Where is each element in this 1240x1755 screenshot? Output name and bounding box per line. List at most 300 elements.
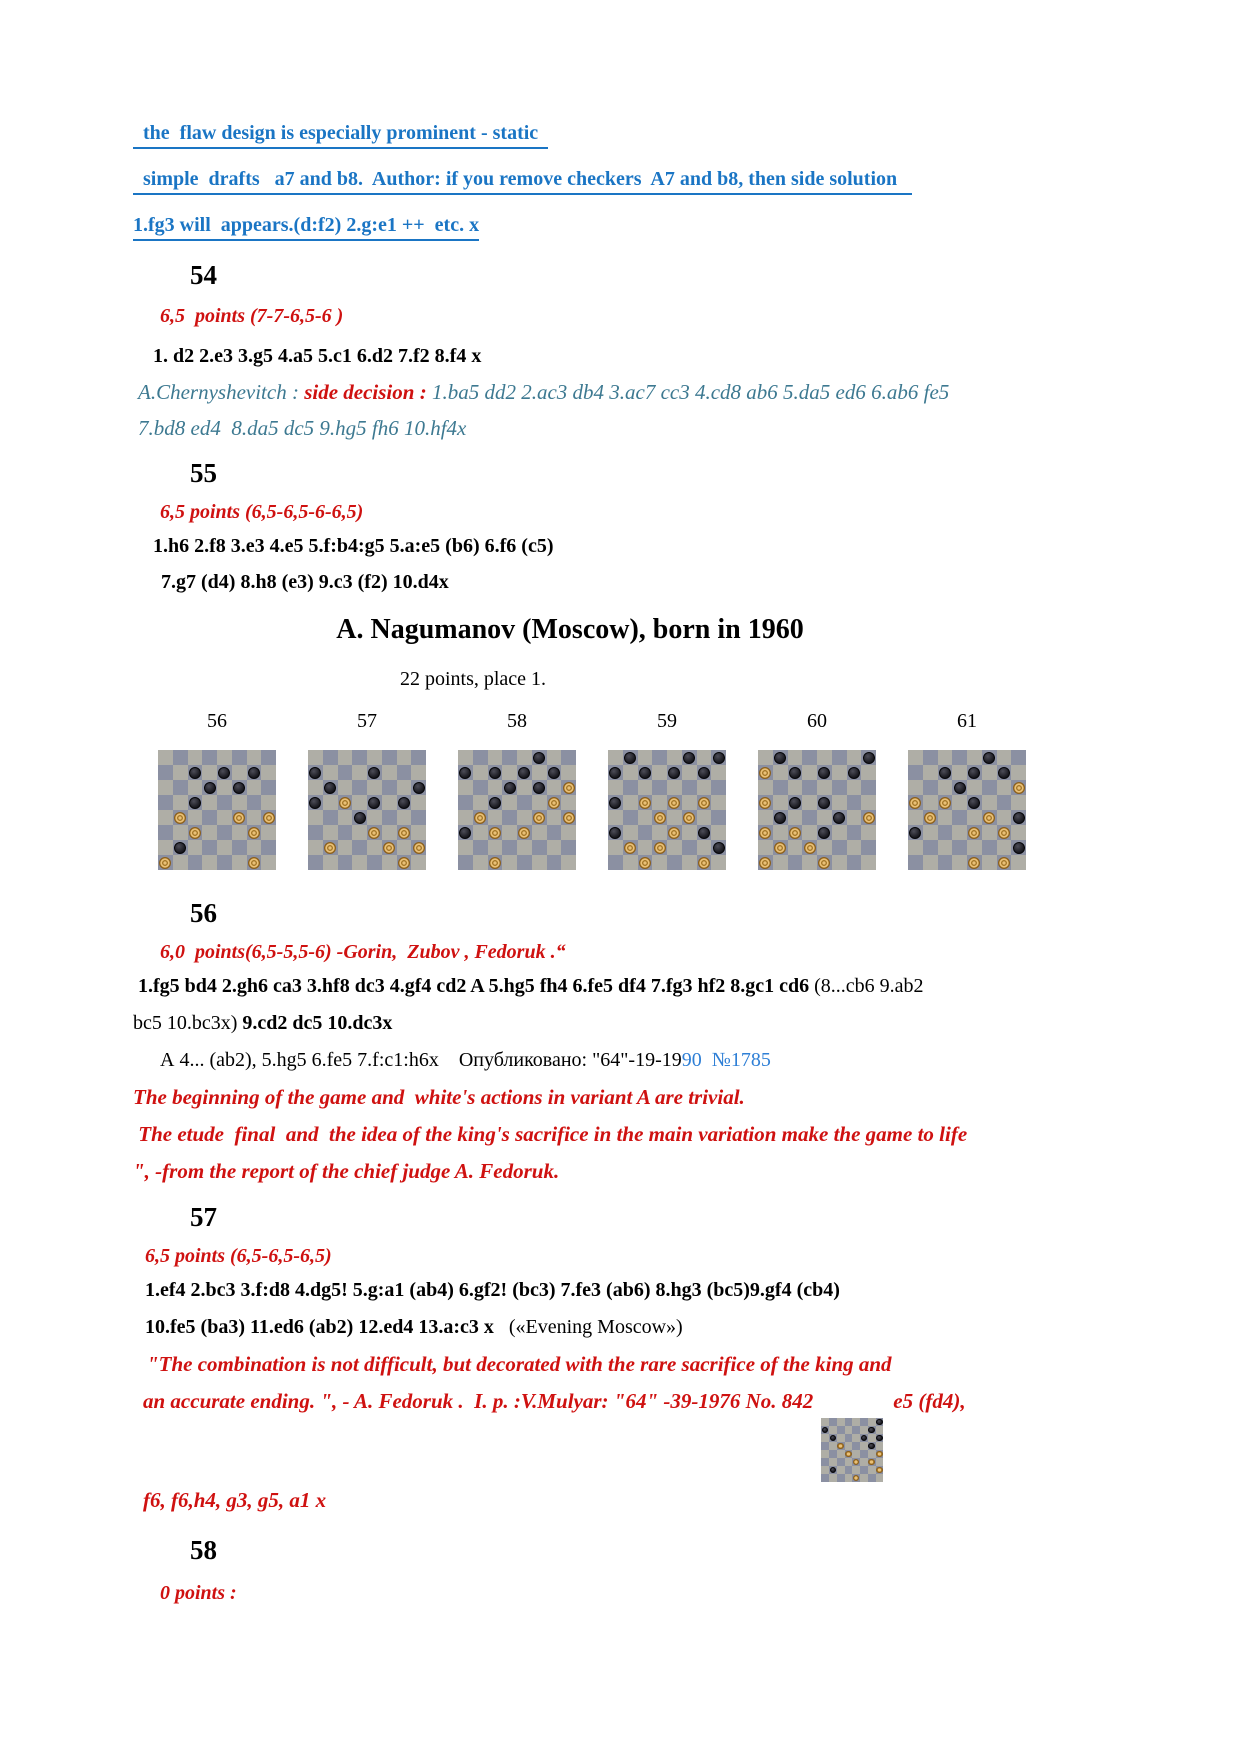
board-square [817,780,832,795]
board-square [397,810,412,825]
white-piece [398,827,410,839]
board-square [868,1442,876,1450]
board-square [821,1450,829,1458]
board-square [638,810,653,825]
board-square [382,795,397,810]
board-square [458,810,473,825]
board-square [308,825,323,840]
board-square [837,1474,845,1482]
board-square [832,810,847,825]
white-piece [939,797,951,809]
board-square [667,810,682,825]
board-square [623,795,638,810]
board-square [411,855,426,870]
board-square [367,855,382,870]
board-square [876,1418,884,1426]
black-piece [533,752,545,764]
board-square [952,780,967,795]
black-piece [368,797,380,809]
board-square [502,750,517,765]
white-piece [563,812,575,824]
problem-55-solution-line-1: 1.h6 2.f8 3.e3 4.e5 5.f:b4:g5 5.a:e5 (b6) 6.f6 (c5) [153,535,554,557]
board-square [682,780,697,795]
board-square [758,765,773,780]
problem-55-points: 6,5 points (6,5-6,5-6-6,5) [160,501,364,523]
problem-55 [133,456,1107,600]
board-square [682,810,697,825]
board-square [908,840,923,855]
board-square [832,855,847,870]
board-square [561,825,576,840]
problem-58-number: 58 [190,1535,217,1565]
board-square [232,780,247,795]
board-square [158,810,173,825]
board-square [247,795,262,810]
board-square [829,1418,837,1426]
white-piece [759,857,771,869]
white-piece [383,842,395,854]
board-square [697,795,712,810]
board-square [952,750,967,765]
white-piece [837,1443,844,1450]
black-piece [876,1435,883,1442]
problem-56-number: 56 [190,898,217,928]
board-square [638,765,653,780]
board-square [608,825,623,840]
board-square [352,825,367,840]
board-square [821,1442,829,1450]
board-square [773,810,788,825]
board-square [923,840,938,855]
board-square [308,765,323,780]
inline-checkers-board-842 [821,1418,883,1482]
board-square [758,780,773,795]
board-square [352,765,367,780]
black-piece [789,797,801,809]
problem-56-points: 6,0 points(6,5-5,5-6) -Gorin, Zubov , Fedoruk .“ [160,941,566,963]
solution-regular-part: bc5 10.bc3x) [133,1012,243,1034]
black-piece [876,1419,883,1426]
board-square [860,1426,868,1434]
board-square [323,840,338,855]
judge-comment-line-3: f6, f6,h4, g3, g5, a1 x [143,1488,327,1512]
board-square [682,765,697,780]
black-piece [818,797,830,809]
board-square [967,840,982,855]
problem-54-solution: 1. d2 2.e3 3.g5 4.a5 5.c1 6.d2 7.f2 8.f4 x [153,345,482,367]
board-square [158,765,173,780]
intro-line-2-text: simple drafts a7 and b8. Author: if you remove checkers A7 and b8, then side solution [133,166,912,195]
board-square [308,810,323,825]
black-piece [774,752,786,764]
board-square [967,780,982,795]
board-square [697,840,712,855]
board-square [367,765,382,780]
board-square [967,765,982,780]
board-square [608,795,623,810]
white-piece [789,827,801,839]
board-square [502,765,517,780]
black-piece [830,1467,837,1474]
white-piece [759,767,771,779]
board-square [938,855,953,870]
checkers-board-56 [158,750,276,870]
white-piece [983,812,995,824]
board-square [711,750,726,765]
board-square [473,795,488,810]
board-square [832,840,847,855]
board-square [532,750,547,765]
board-square [367,825,382,840]
comment-after-board: e5 (fd4), [893,1389,966,1413]
board-square [638,840,653,855]
board-square [860,1434,868,1442]
board-square [158,795,173,810]
black-piece [698,767,710,779]
black-piece [624,752,636,764]
board-square [908,855,923,870]
board-square [697,825,712,840]
board-square [938,840,953,855]
board-square [232,795,247,810]
board-square [623,840,638,855]
board-square [502,780,517,795]
black-piece [833,812,845,824]
black-piece [233,782,245,794]
board-square [861,810,876,825]
solution-bold-part: 9.cd2 dc5 10.dc3x [242,1012,393,1034]
diagram-labels-row [158,708,1107,734]
board-square [861,750,876,765]
white-piece [159,857,171,869]
board-square [323,780,338,795]
board-square [652,780,667,795]
board-square [652,750,667,765]
board-square [188,825,203,840]
board-square [202,840,217,855]
board-square [652,810,667,825]
board-square [861,825,876,840]
board-square [638,825,653,840]
intro-note [133,120,1107,241]
board-square [608,750,623,765]
board-square [217,855,232,870]
black-piece [309,797,321,809]
black-piece [968,767,980,779]
solution-bold-part: 10.fe5 (ba3) 11.ed6 (ab2) 12.ed4 13.a:c3 x [145,1316,494,1338]
problem-57 [133,1200,1107,1519]
intro-line-3 [133,212,1107,241]
board-square [247,810,262,825]
board-square [697,765,712,780]
board-square [397,840,412,855]
board-square [868,1474,876,1482]
checkers-board-60 [758,750,876,870]
board-square [502,795,517,810]
board-square [852,1458,860,1466]
judge-comment-line-3: ", -from the report of the chief judge A. Fedoruk. [133,1159,560,1183]
board-square [382,855,397,870]
white-piece [818,857,830,869]
board-square [338,795,353,810]
board-square [517,780,532,795]
white-piece [563,782,575,794]
solution-source: («Evening Moscow») [493,1316,683,1338]
board-square [982,750,997,765]
white-piece [174,812,186,824]
solution-bold-part: 1.fg5 bd4 2.gh6 ca3 3.hf8 dc3 4.gf4 cd2 A 5.hg5 fh4 6.fe5 df4 7.fg3 hf2 8.gc1 cd6 [138,975,815,997]
board-square [202,825,217,840]
board-square [667,825,682,840]
board-square [308,840,323,855]
board-square [997,840,1012,855]
board-square [217,810,232,825]
board-square [967,795,982,810]
board-square [323,825,338,840]
board-square [845,1418,853,1426]
white-piece [263,812,275,824]
diagram-label-61: 61 [957,710,977,732]
board-square [908,780,923,795]
white-piece [804,842,816,854]
black-piece [968,797,980,809]
board-square [982,855,997,870]
board-square [773,780,788,795]
white-piece [853,1459,860,1466]
black-piece [954,782,966,794]
board-square [697,780,712,795]
board-square [411,780,426,795]
black-piece [324,782,336,794]
board-square [547,795,562,810]
black-piece [683,752,695,764]
board-square [367,810,382,825]
board-square [923,855,938,870]
board-square [852,1434,860,1442]
board-square [1011,825,1026,840]
black-piece [368,767,380,779]
board-square [788,825,803,840]
board-square [173,750,188,765]
board-square [788,750,803,765]
board-square [247,765,262,780]
board-square [1011,765,1026,780]
diagram-boards-row [158,750,1107,870]
board-square [982,795,997,810]
board-square [967,855,982,870]
board-square [938,750,953,765]
board-square [323,810,338,825]
board-square [982,810,997,825]
board-square [829,1434,837,1442]
author-heading: A. Nagumanov (Moscow), born in 1960 [336,614,804,645]
board-square [261,765,276,780]
problem-57-number: 57 [190,1202,217,1232]
board-square [847,795,862,810]
board-square [547,780,562,795]
board-square [997,750,1012,765]
board-square [473,825,488,840]
board-square [952,825,967,840]
board-square [837,1442,845,1450]
board-square [817,765,832,780]
board-square [367,780,382,795]
board-square [188,750,203,765]
black-piece [998,767,1010,779]
judge-comment-line-1: The beginning of the game and white's actions in variant A are trivial. [133,1085,745,1109]
black-piece [548,767,560,779]
board-square [502,810,517,825]
board-square [821,1466,829,1474]
white-piece [668,827,680,839]
board-square [488,795,503,810]
board-square [411,765,426,780]
board-square [821,1426,829,1434]
board-square [682,750,697,765]
board-square [188,765,203,780]
board-square [923,750,938,765]
board-square [547,810,562,825]
board-square [652,855,667,870]
board-square [829,1474,837,1482]
board-square [473,855,488,870]
board-square [532,780,547,795]
board-square [458,750,473,765]
board-square [860,1450,868,1458]
board-square [323,795,338,810]
board-square [367,750,382,765]
board-square [232,825,247,840]
intro-line-1 [133,120,1107,149]
board-square [217,750,232,765]
board-square [868,1450,876,1458]
board-square [202,810,217,825]
board-square [502,825,517,840]
white-piece [774,842,786,854]
board-square [561,780,576,795]
white-piece [968,857,980,869]
board-square [173,765,188,780]
problem-54-analysis-line-1 [138,374,1107,410]
board-square [802,780,817,795]
board-square [788,855,803,870]
board-square [711,840,726,855]
board-square [847,840,862,855]
black-piece [609,797,621,809]
board-square [352,810,367,825]
judge-comment-line-2 [143,1383,1107,1482]
board-square [847,825,862,840]
board-square [308,750,323,765]
board-square [860,1418,868,1426]
board-square [788,765,803,780]
board-square [352,855,367,870]
board-square [876,1450,884,1458]
board-square [923,780,938,795]
white-piece [233,812,245,824]
board-square [261,825,276,840]
board-square [338,825,353,840]
board-square [837,1458,845,1466]
board-square [876,1442,884,1450]
white-piece [924,812,936,824]
board-square [367,840,382,855]
board-square [397,780,412,795]
board-square [829,1466,837,1474]
black-piece [818,827,830,839]
board-square [188,780,203,795]
black-piece [1013,842,1025,854]
board-square [952,810,967,825]
board-square [758,825,773,840]
board-square [758,855,773,870]
board-square [817,810,832,825]
board-square [667,840,682,855]
board-square [411,810,426,825]
black-piece [818,767,830,779]
board-square [711,795,726,810]
board-square [652,825,667,840]
board-square [788,840,803,855]
board-square [847,765,862,780]
board-square [382,825,397,840]
board-square [876,1426,884,1434]
intro-line-3-text: 1.fg3 will appears.(d:f2) 2.g:e1 ++ etc. x [133,212,479,241]
problem-55-number: 55 [190,458,217,488]
board-square [773,765,788,780]
board-square [173,855,188,870]
board-square [788,810,803,825]
white-piece [698,857,710,869]
board-square [788,780,803,795]
published-text: А 4... (ab2), 5.hg5 6.fe5 7.f:c1:h6x Опубликовано: "64"-19-19 [160,1049,682,1071]
board-square [382,750,397,765]
board-square [561,750,576,765]
board-square [860,1466,868,1474]
board-square [982,765,997,780]
board-square [952,840,967,855]
board-square [802,765,817,780]
board-square [697,750,712,765]
white-piece [998,857,1010,869]
white-piece [998,827,1010,839]
board-square [173,780,188,795]
board-square [561,855,576,870]
board-square [561,765,576,780]
board-square [158,855,173,870]
problem-57-solution-line-1: 1.ef4 2.bc3 3.f:d8 4.dg5! 5.g:a1 (ab4) 6.gf2! (bc3) 7.fe3 (ab6) 8.hg3 (bc5)9.gf4 (cb4) [145,1279,840,1301]
board-square [847,810,862,825]
board-square [711,810,726,825]
board-square [876,1434,884,1442]
board-square [473,750,488,765]
board-square [382,810,397,825]
board-square [821,1458,829,1466]
board-square [847,780,862,795]
author-subheading: 22 points, place 1. [399,668,547,690]
intro-line-1-text: the flaw design is especially prominent - static [133,120,548,149]
board-square [876,1466,884,1474]
board-square [458,780,473,795]
problem-58 [133,1533,1107,1609]
board-square [547,825,562,840]
board-square [532,765,547,780]
board-square [868,1418,876,1426]
board-square [667,855,682,870]
board-square [832,795,847,810]
white-piece [654,842,666,854]
board-square [682,855,697,870]
